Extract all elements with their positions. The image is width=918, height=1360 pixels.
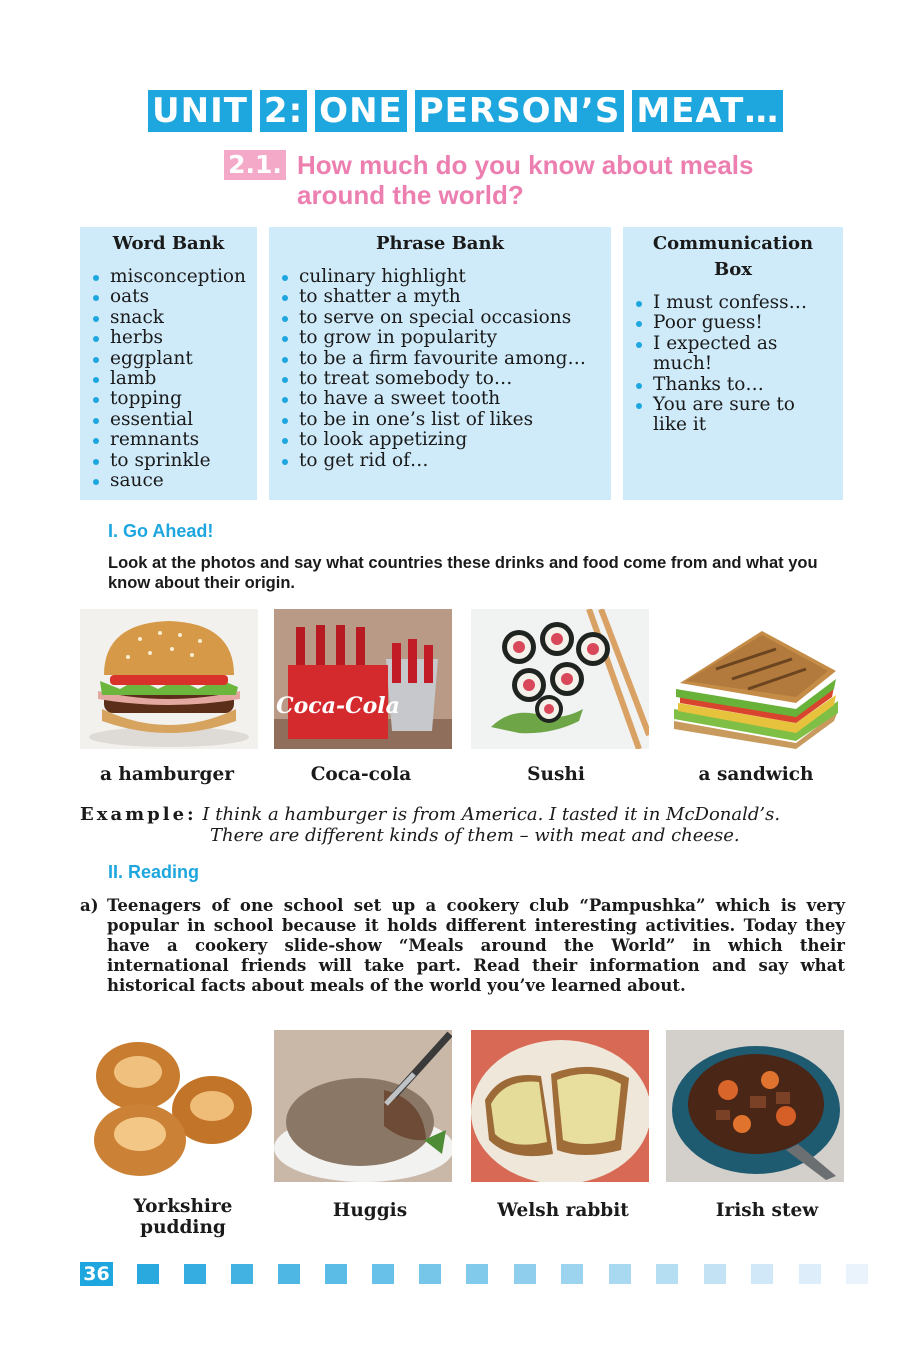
sushi-photo [471,609,649,749]
irish-stew-photo [666,1030,844,1182]
welsh-rabbit-photo [471,1030,649,1182]
caption-hamburger: a hamburger [99,764,235,785]
communication-box-item: Thanks to… [633,375,833,395]
phrase-bank-item: to grow in popularity [279,328,601,348]
coca-cola-photo [274,609,452,749]
word-bank-item: sauce [90,471,247,491]
communication-box-title: Communication Box [652,233,814,280]
word-bank-item: herbs [90,328,247,348]
decor-square [561,1264,583,1284]
phrase-bank-title: Phrase Bank [375,233,505,254]
unit-title [148,90,783,132]
page-number: 36 [80,1262,113,1286]
section-heading-go-ahead: I. Go Ahead! [108,521,214,541]
communication-box [623,227,843,500]
word-bank-item: topping [90,389,247,409]
example-line-2: There are different kinds of them – with meat and cheese. [210,825,740,846]
section-heading-reading: II. Reading [108,862,200,882]
example-label: Example: [80,804,197,825]
reading-task-label: a) [80,896,99,915]
decor-square [278,1264,300,1284]
caption-coca-cola: Coca-cola [310,764,412,785]
reading-task-text: Teenagers of one school set up a cookery club “Pampushka” which is very popular in school because it holds different interesting activities. Today they have a cookery slide-show “Meals around the World” in which their international friends will take part. Read their information and say what historical facts about meals of the world you’ve learned about. [107,896,845,995]
word-bank-item: remnants [90,430,247,450]
word-bank-item: lamb [90,369,247,389]
word-bank-list [90,267,247,491]
caption-sandwich: a sandwich [698,764,814,785]
caption-sushi: Sushi [527,764,585,785]
hamburger-photo [80,609,258,749]
communication-box-item: Poor guess! [633,313,833,333]
phrase-bank-item: to be in one’s list of likes [279,410,601,430]
decor-square [751,1264,773,1284]
word-bank-item: essential [90,410,247,430]
sandwich-photo [666,609,844,749]
section-instruction: Look at the photos and say what countries these drinks and food come from and what you know about their origin. [108,554,818,592]
caption-welsh-rabbit: Welsh rabbit [497,1200,629,1221]
decor-square [231,1264,253,1284]
section-title: How much do you know about meals around the world? [297,150,754,210]
phrase-bank-item: to serve on special occasions [279,308,601,328]
decor-square [325,1264,347,1284]
phrase-bank-item: to treat somebody to… [279,369,601,389]
decor-square [466,1264,488,1284]
word-bank-title: Word Bank [112,233,225,254]
decor-square [184,1264,206,1284]
decor-square [799,1264,821,1284]
haggis-photo [274,1030,452,1182]
caption-yorkshire-pudding: Yorkshire pudding [133,1196,233,1238]
unit-title-word: MEAT… [632,90,783,132]
word-bank-box [80,227,257,500]
decor-square [609,1264,631,1284]
decor-square [846,1264,868,1284]
coca-cola-logo-text: Coca-Cola [276,693,400,719]
decor-square [656,1264,678,1284]
yorkshire-pudding-photo [80,1030,258,1182]
unit-title-word: ONE [315,90,407,132]
communication-box-list [633,293,833,436]
communication-box-item: I must confess… [633,293,833,313]
example-line-1: I think a hamburger is from America. I tasted it in McDonald’s. [202,804,781,825]
caption-irish-stew: Irish stew [715,1200,819,1221]
word-bank-item: eggplant [90,349,247,369]
caption-haggis: Huggis [332,1200,408,1221]
decor-square [704,1264,726,1284]
communication-box-item: You are sure to like it [633,395,833,436]
decor-square [514,1264,536,1284]
word-bank-item: to sprinkle [90,451,247,471]
unit-title-word: UNIT [148,90,252,132]
phrase-bank-item: to look appetizing [279,430,601,450]
reading-task [80,896,845,996]
decor-square [372,1264,394,1284]
unit-title-word: 2: [260,90,307,132]
decor-square [137,1264,159,1284]
section-number: 2.1. [224,150,286,180]
phrase-bank-item: to be a firm favourite among… [279,349,601,369]
unit-title-word: PERSON’S [415,90,625,132]
decor-square [419,1264,441,1284]
word-bank-item: oats [90,287,247,307]
communication-box-item: I expected as much! [633,334,833,375]
phrase-bank-item: to shatter a myth [279,287,601,307]
phrase-bank-item: to have a sweet tooth [279,389,601,409]
word-bank-item: misconception [90,267,247,287]
word-bank-item: snack [90,308,247,328]
example-block [80,804,780,846]
phrase-bank-box [269,227,611,500]
phrase-bank-item: to get rid of… [279,451,601,471]
phrase-bank-item: culinary highlight [279,267,601,287]
phrase-bank-list [279,267,601,471]
